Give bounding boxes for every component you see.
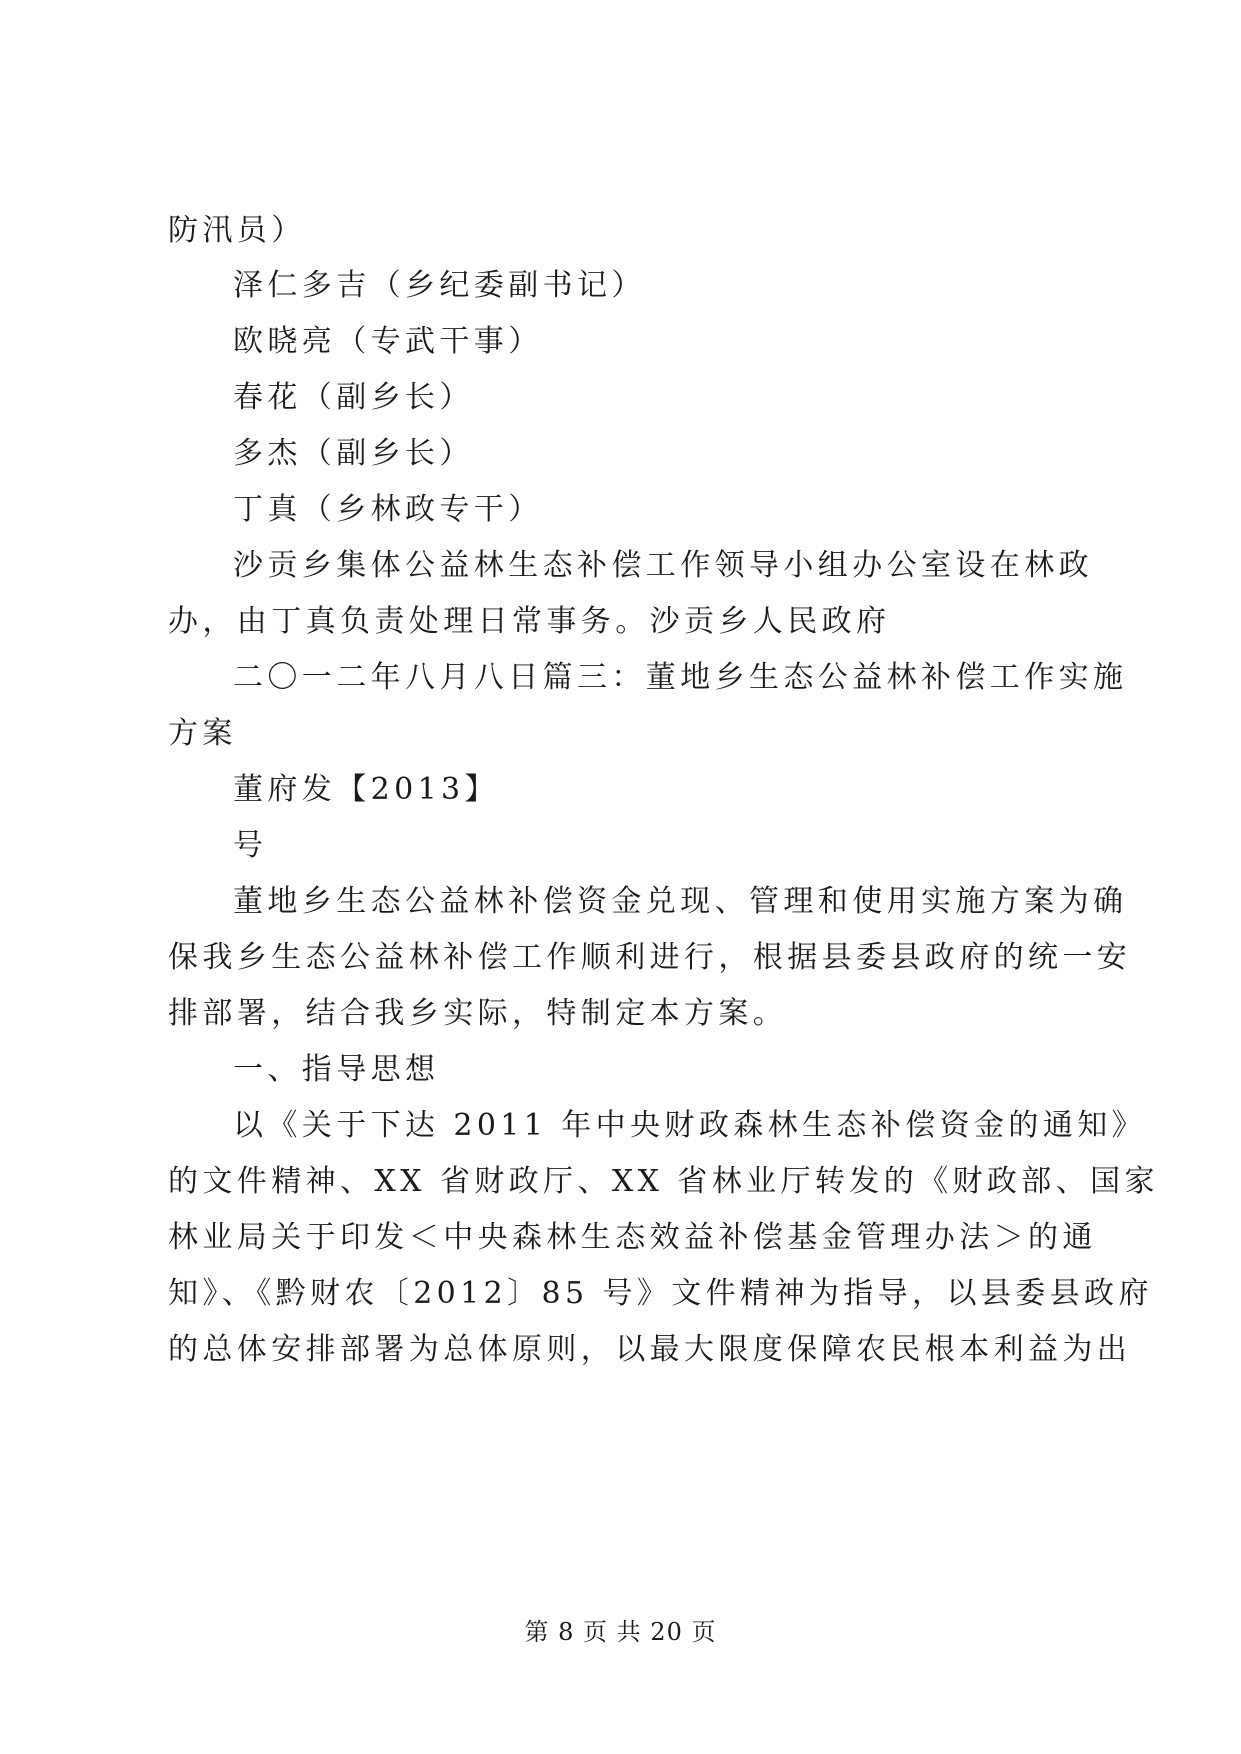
text-line: 林业局关于印发＜中央森林生态效益补偿基金管理办法＞的通 <box>168 1220 1097 1255</box>
section-heading: 一、指导思想 <box>233 1052 440 1087</box>
text-line: 保我乡生态公益林补偿工作顺利进行，根据县委县政府的统一安 <box>168 940 1132 975</box>
text-line: 董府发【2013】 <box>233 772 499 807</box>
text-line: 以《关于下达 2011 年中央财政森林生态补偿资金的通知》 <box>233 1108 1147 1143</box>
text-line: 防汛员） <box>168 213 306 248</box>
text-line: 董地乡生态公益林补偿资金兑现、管理和使用实施方案为确 <box>233 884 1128 919</box>
text-line: 沙贡乡集体公益林生态补偿工作领导小组办公室设在林政 <box>233 548 1093 583</box>
text-line: 春花（副乡长） <box>233 380 474 415</box>
text-line: 号 <box>233 828 268 863</box>
text-line: 丁真（乡林政专干） <box>233 492 543 527</box>
text-line: 欧晓亮（专武干事） <box>233 324 543 359</box>
text-line: 泽仁多吉（乡纪委副书记） <box>233 268 646 303</box>
text-line: 二〇一二年八月八日篇三：董地乡生态公益林补偿工作实施 <box>233 660 1128 695</box>
text-line: 的总体安排部署为总体原则，以最大限度保障农民根本利益为出 <box>168 1332 1132 1367</box>
text-line: 的文件精神、XX 省财政厅、XX 省林业厅转发的《财政部、国家 <box>168 1164 1159 1199</box>
text-line: 方案 <box>168 716 237 751</box>
page-footer: 第 8 页 共 20 页 <box>524 1618 717 1646</box>
text-line: 多杰（副乡长） <box>233 436 474 471</box>
text-line: 办，由丁真负责处理日常事务。沙贡乡人民政府 <box>168 604 891 639</box>
text-line: 排部署，结合我乡实际，特制定本方案。 <box>168 996 788 1031</box>
text-line: 知》、《黔财农〔2012〕85 号》文件精神为指导，以县委县政府 <box>168 1276 1153 1311</box>
